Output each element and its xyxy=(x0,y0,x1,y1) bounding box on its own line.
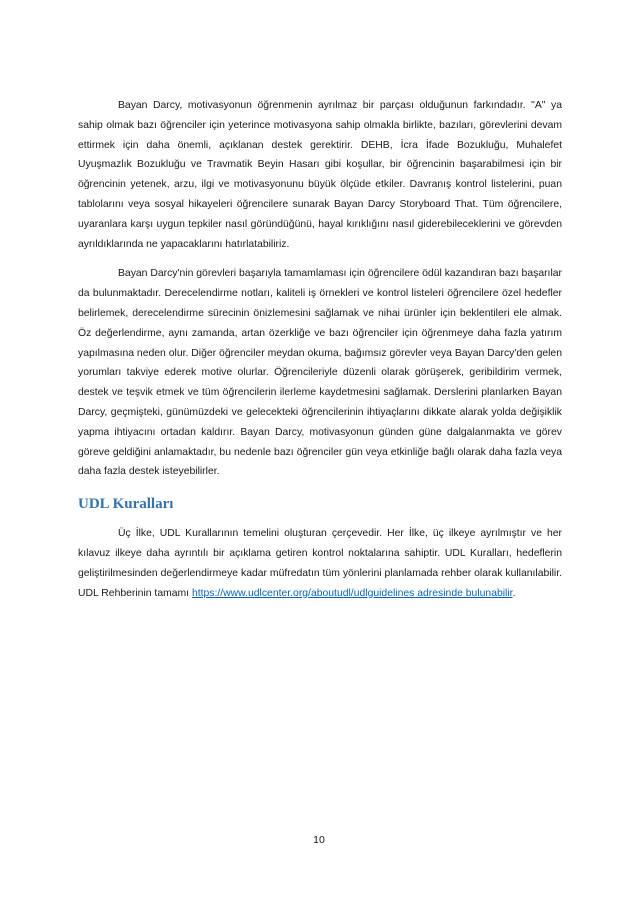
paragraph-udl-guidelines xyxy=(78,524,562,603)
udl-guidelines-link[interactable]: https://www.udlcenter.org/aboutudl/udlguidelines adresinde bulunabilir xyxy=(191,587,513,599)
udl-paragraph-text: Üç İlke, UDL Kurallarının temelini oluşturan çerçevedir. Her İlke, üç ilkeye ayrılmıştır ve her kılavuz ilkeye daha ayrıntılı bir açıklama getiren kontrol noktalarına sahiptir. UDL Kuralları, hedeflerin geliştirilmesinden değerlendirmeye kadar müfredatın tüm yönlerini planlamada rehber olarak kullanılabilir. UDL Rehberinin tamamı xyxy=(78,528,562,599)
udl-paragraph-end: . xyxy=(512,587,516,599)
paragraph-rewards: Bayan Darcy'nin görevleri başarıyla tamamlaması için öğrencilere ödül kazandıran bazı başarılar da bulunmaktadır. Derecelendirme notları, kaliteli iş örnekleri ve kontrol listeleri öğrencilere özel hedefler belirlemek, derecelendirme sürecinin önizlemesini sağlamak ve nihai ürünler için beklentileri ele almak. Öz değerlendirme, aynı zamanda, artan özerkliğe ve bazı öğrenciler için öğrenmeye daha fazla yatırım yapılmasına neden olur. Diğer öğrenciler meydan okuma, bağımsız görevler veya Bayan Darcy'den gelen yorumları takviye ederek motive olurlar. Öğrencileriyle düzenli olarak görüşerek, geribildirim vermek, destek ve teşvik etmek ve tüm öğrencilerin ilerleme kaydetmesini sağlamak. Derslerini planlarken Bayan Darcy, geçmişteki, günümüzdeki ve gelecekteki öğrencilerinin ihtiyaçlarını dikkate alarak yolda değişiklik yapma ihtiyacını ortadan kaldırır. Bayan Darcy, motivasyonun günden güne dalgalanmakta ve görev göreve geldiğini anlamaktadır, bu nedenle bazı öğrenciler gün veya etkinliğe bağlı olarak daha fazla veya daha fazla destek isteyebilirler. xyxy=(78,268,562,478)
page-number: 10 xyxy=(313,834,325,846)
page-content xyxy=(78,96,562,603)
section-heading-udl: UDL Kuralları xyxy=(78,496,174,513)
paragraph-motivation: Bayan Darcy, motivasyonun öğrenmenin ayrılmaz bir parçası olduğunun farkındadır. "A" ya sahip olmak bazı öğrenciler için yeterince motivasyona sahip olmakla birlikte, bazıları, görevlerini devam ettirmek için daha önemli, açıklanan destek gerektirir. DEHB, İcra İfade Bozukluğu, Muhalefet Uyuşmazlık Bozukluğu ve Travmatik Beyin Hasarı gibi koşullar, bir öğrencinin başarabilmesi için bir öğrencinin yetenek, arzu, ilgi ve motivasyonunu büyük ölçüde etkiler. Davranış kontrol listelerini, puan tablolarını veya sosyal hikayeleri öğrencilere sunarak Bayan Darcy Storyboard That. Tüm öğrencilere, uyaranlara karşı uygun tepkiler nasıl göründüğünü, hayal kırıklığını nasıl giderebileceklerini ve görevden ayrıldıklarında ne yapacaklarını hatırlatabiliriz. xyxy=(78,100,562,250)
